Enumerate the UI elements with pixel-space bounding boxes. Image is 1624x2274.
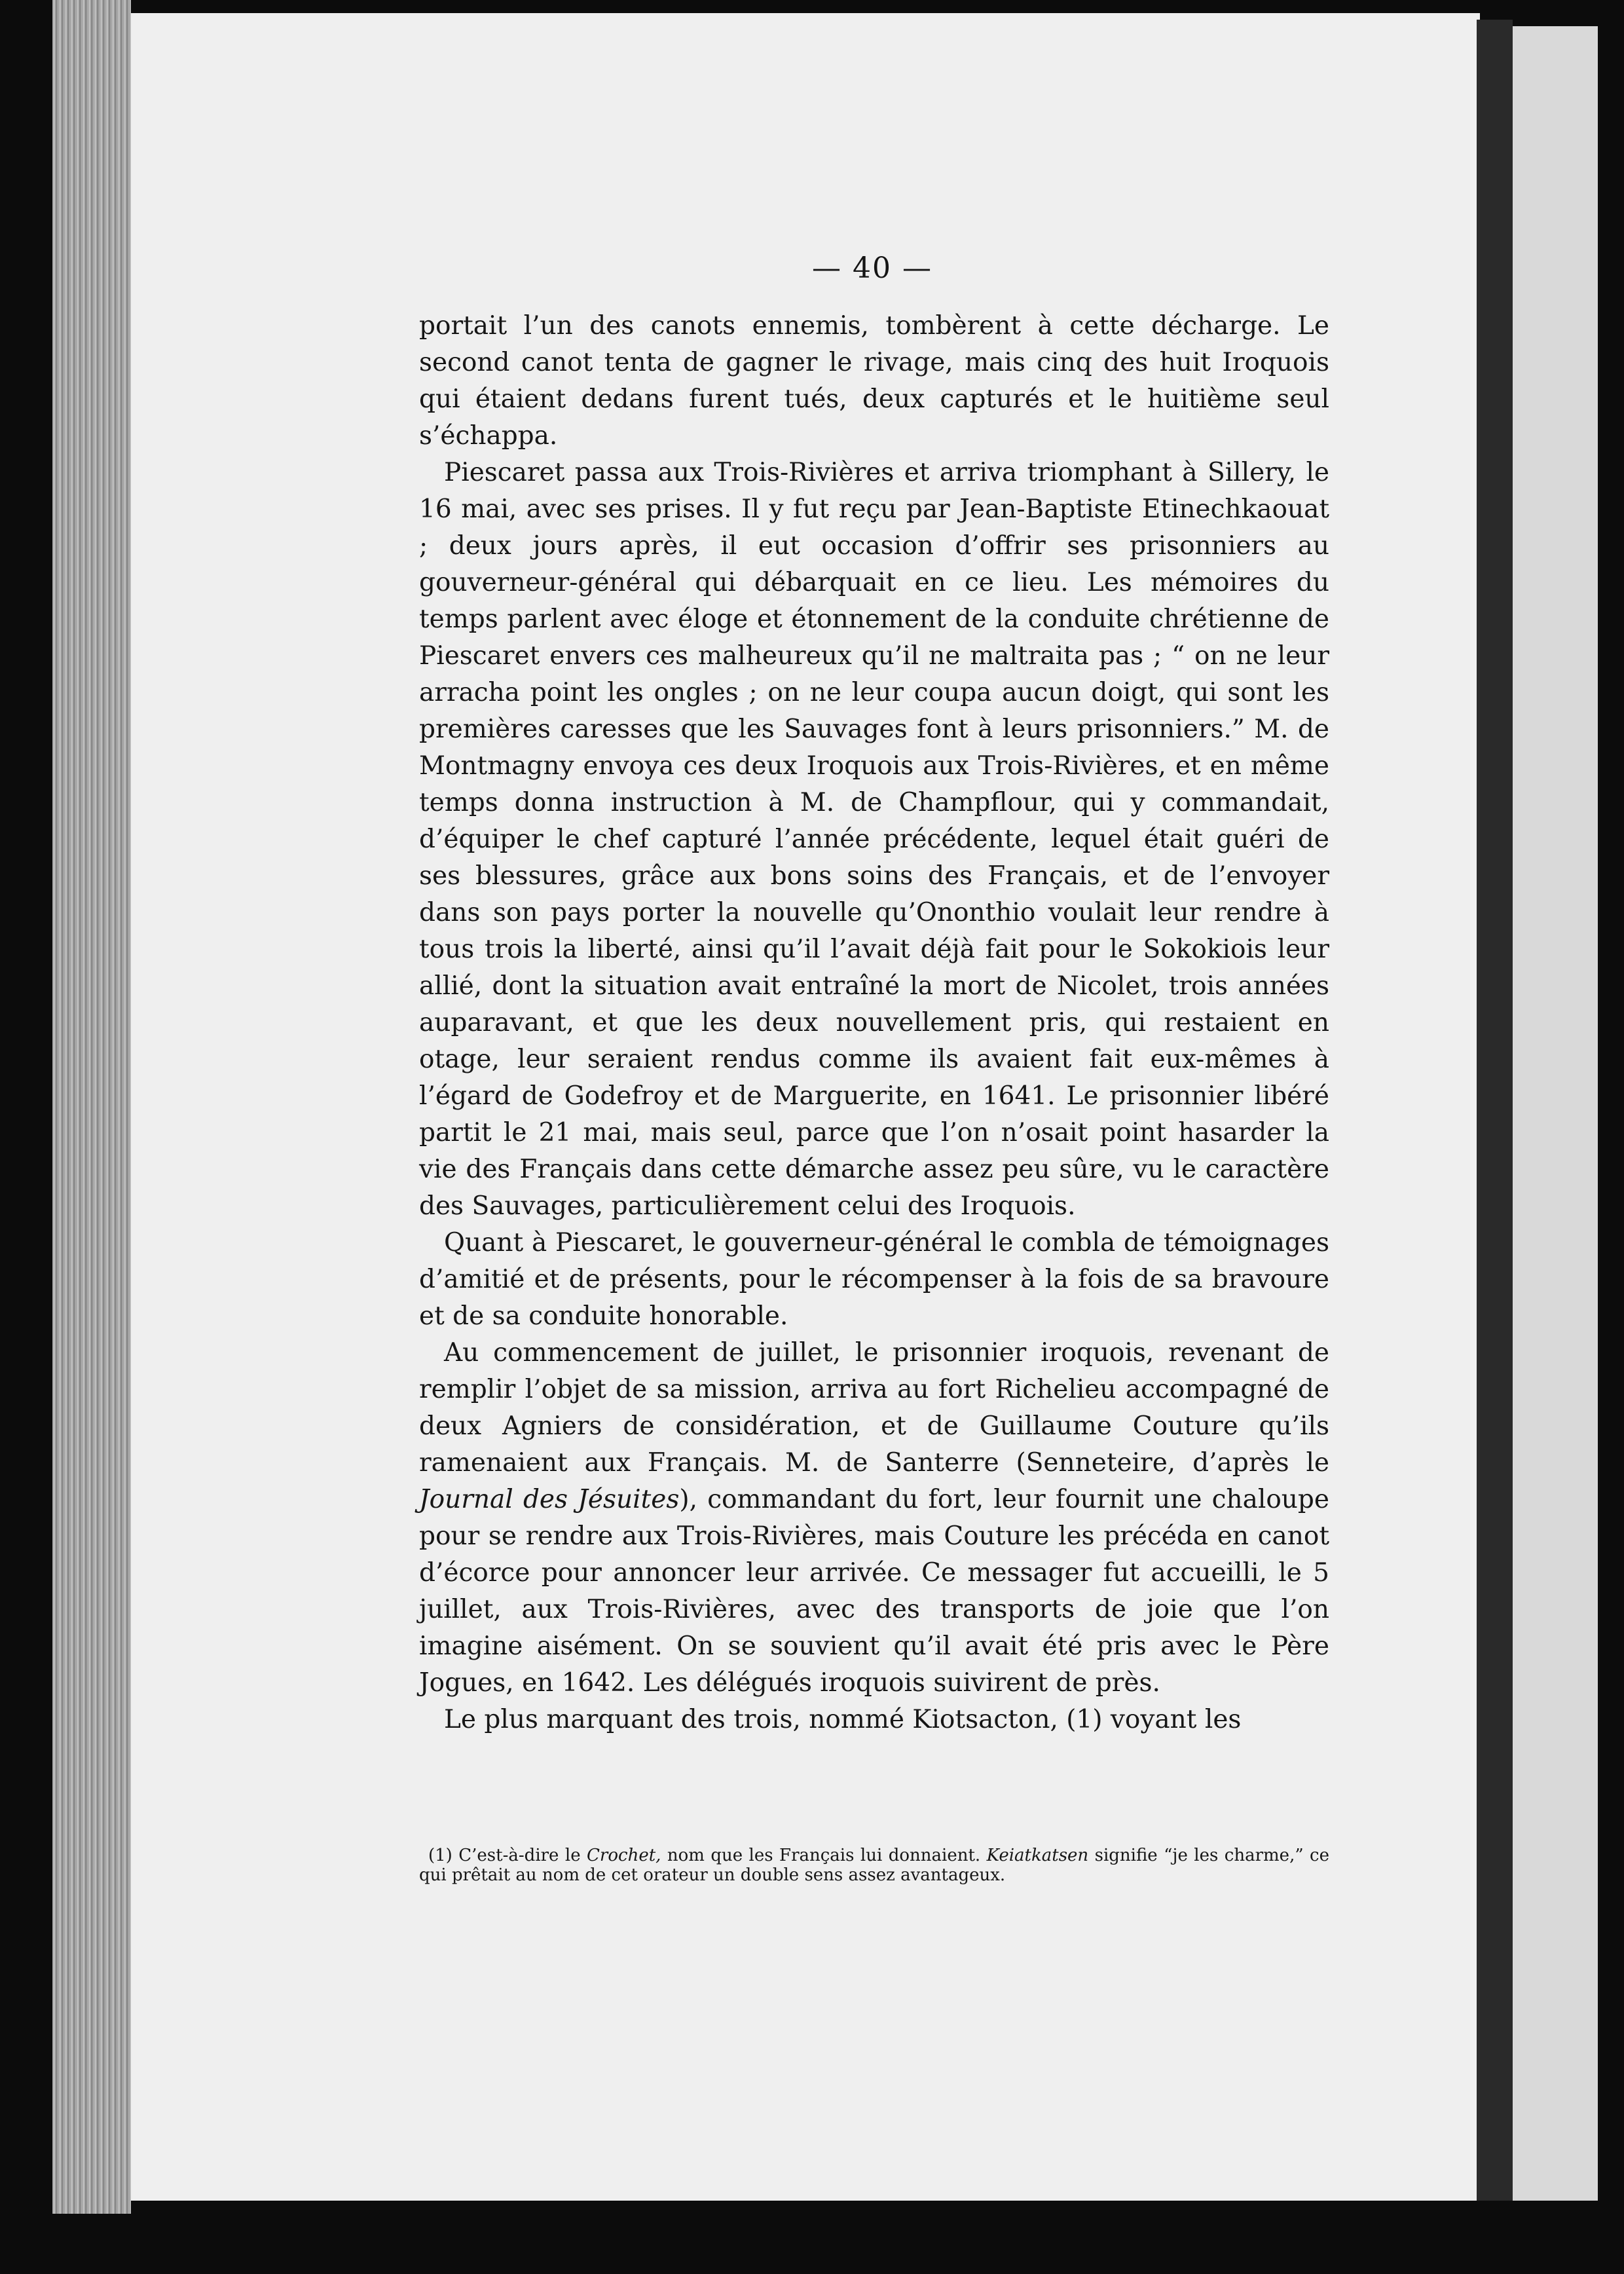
- paragraph-4-end: ), commandant du fort, leur fournit une chaloupe pour se rendre aux Trois-Rivières, mais Couture les précéda en canot d’écorce pour annoncer leur arrivée. Ce messager fut accueilli, le 5 juillet, aux Trois-Rivières, avec des transports de joie que l’on imagine aisément. On se souvient qu’il avait été pris avec le Père Jogues, en 1642. Les délégués iroquois suivirent de près.: [419, 1485, 1329, 1698]
- page-edge-shadow: [1477, 20, 1513, 2201]
- paragraph-2: Piescaret passa aux Trois-Rivières et arriva triomphant à Sillery, le 16 mai, avec ses prises. Il y fut reçu par Jean-Baptiste Etinechkaouat ; deux jours après, il eut occasion d’offrir ses prisonniers au gouverneur-général qui débarquait en ce lieu. Les mémoires du temps parlent avec éloge et étonnement de la conduite chrétienne de Piescaret envers ces malheureux qu’il ne maltraita pas ; “ on ne leur arracha point les ongles ; on ne leur coupa aucun doigt, qui sont les premières caresses que les Sauvages font à leurs prisonniers.” M. de Montmagny envoya ces deux Iroquois aux Trois-Rivières, et en même temps donna instruction à M. de Champflour, qui y commandait, d’équiper le chef capturé l’année précédente, lequel était guéri de ses blessures, grâce aux bons soins des Français, et de l’envoyer dans son pays porter la nouvelle qu’Ononthio voulait leur rendre à tous trois la liberté, ainsi qu’il l’avait déjà fait pour le Sokokiois leur allié, dont la situation avait entraîné la mort de Nicolet, trois années auparavant, et que les deux nouvellement pris, qui restaient en otage, leur seraient rendus comme ils avaient fait eux-mêmes à l’égard de Godefroy et de Marguerite, en 1641. Le prisonnier libéré partit le 21 mai, mais seul, parce que l’on n’osait point hasarder la vie des Français dans cette démarche assez peu sûre, vu le caractère des Sauvages, particulièrement celui des Iroquois.: [419, 458, 1329, 1221]
- footnote-tail: signifie “je les charme,” ce qui prêtait au nom de cet orateur un double sens assez avantageux.: [419, 1846, 1330, 1885]
- footnote-term-crochet: Crochet,: [587, 1846, 661, 1865]
- footnote-lead: (1) C’est-à-dire le: [428, 1846, 587, 1865]
- footnote-term-keiatkatsen: Keiatkatsen: [986, 1846, 1089, 1865]
- paragraph-5: Le plus marquant des trois, nommé Kiotsacton, (1) voyant les: [444, 1705, 1242, 1734]
- binding-edge: [52, 0, 131, 2214]
- journal-title: Journal des Jésuites: [419, 1485, 680, 1514]
- page-number: — 40 —: [812, 252, 932, 285]
- footnote: [419, 1846, 1329, 1885]
- paragraph-3: Quant à Piescaret, le gouverneur-général le combla de témoignages d’amitié et de présents, pour le récompenser à la fois de sa bravoure et de sa conduite honorable.: [419, 1228, 1329, 1331]
- body-text: [419, 308, 1329, 1738]
- footnote-mid: nom que les Français lui donnaient.: [661, 1846, 987, 1865]
- paragraph-4-start: Au commencement de juillet, le prisonnier iroquois, revenant de remplir l’objet de sa mission, arriva au fort Richelieu accompagné de deux Agniers de considération, et de Guillaume Couture qu’ils ramenaient aux Français. M. de Santerre (Senneteire, d’après le: [419, 1338, 1329, 1478]
- footnote-1: [419, 1846, 1329, 1885]
- paragraph-1: portait l’un des canots ennemis, tombèrent à cette décharge. Le second canot tenta de gagner le rivage, mais cinq des huit Iroquois qui étaient dedans furent tués, deux capturés et le huitième seul s’échappa.: [419, 311, 1329, 451]
- next-leaf-edge: [1513, 26, 1598, 2201]
- paragraph-4: [419, 1335, 1329, 1702]
